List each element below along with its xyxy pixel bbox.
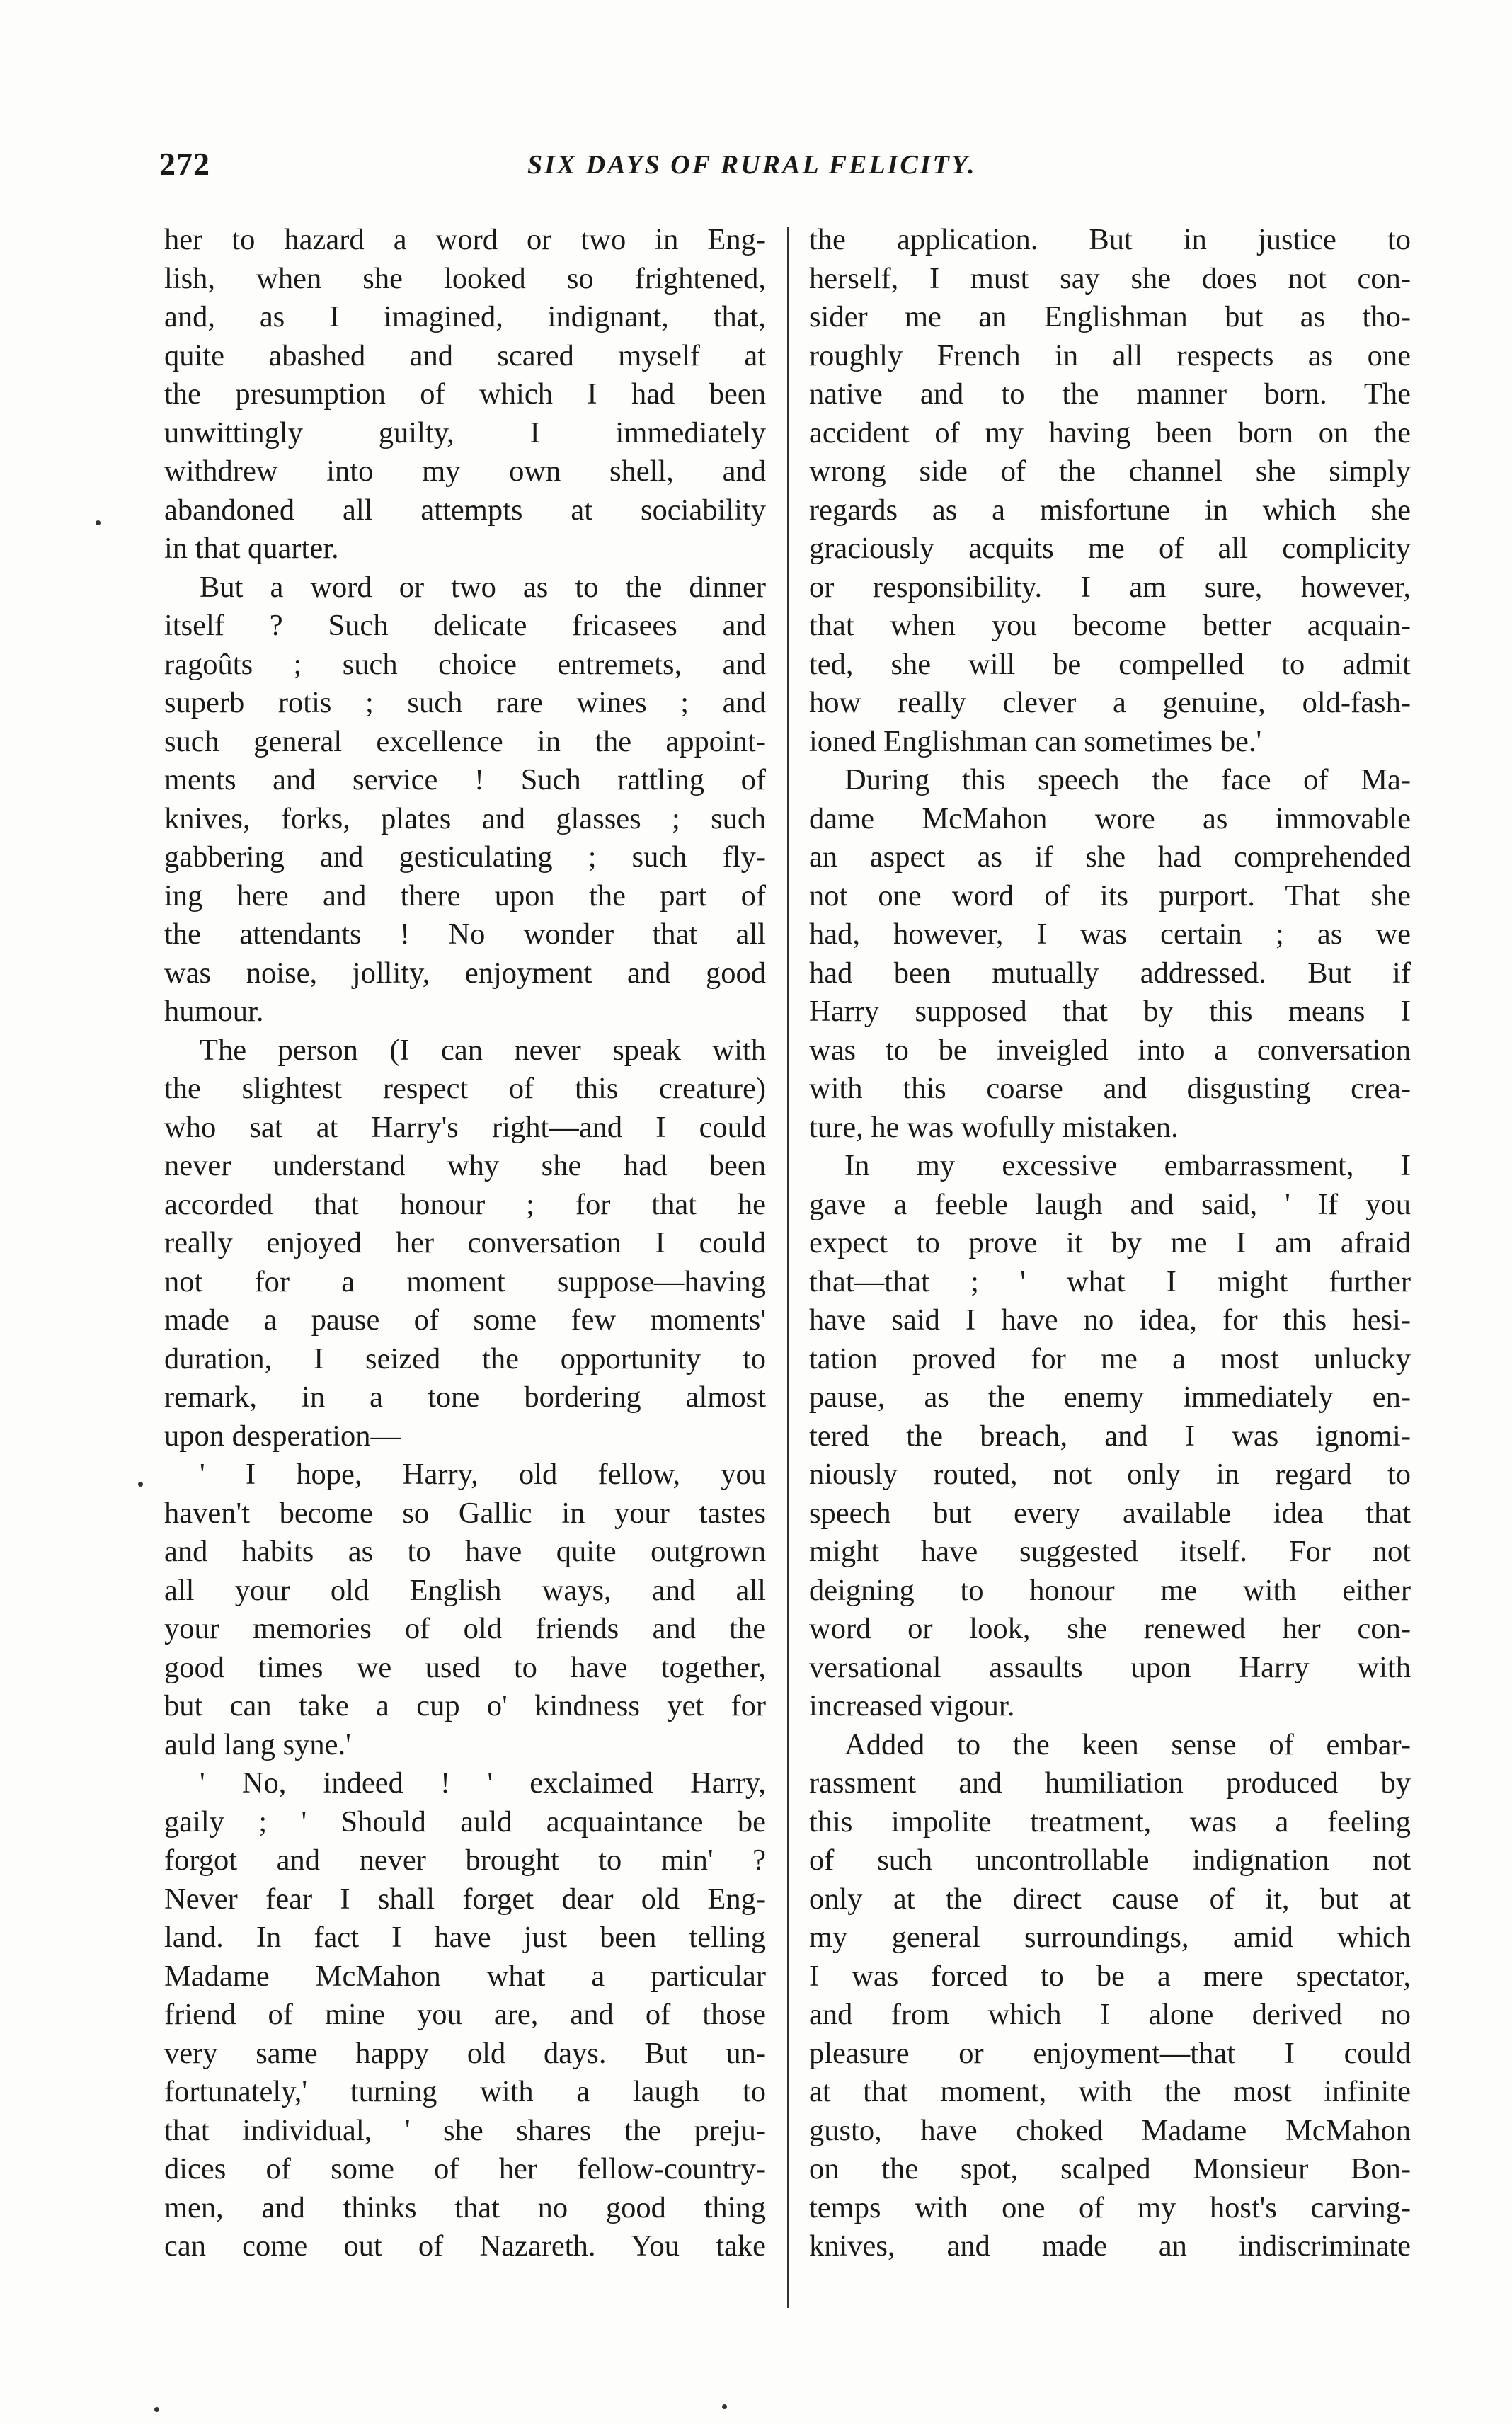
text-line: or responsibility. I am sure, however, [809,570,1411,604]
text-line: an aspect as if she had comprehended [809,840,1411,874]
text-line: at that moment, with the most infinite [809,2075,1411,2108]
text-line: never understand why she had been [164,1149,766,1182]
text-line: speech but every available idea that [809,1496,1411,1530]
text-line: I was forced to be a mere spectator, [809,1959,1411,1993]
text-line: tered the breach, and I was ignomi- [809,1419,1411,1453]
text-line: pleasure or enjoyment—that I could [809,2036,1411,2070]
margin-speck [722,2404,727,2409]
text-line: my general surroundings, amid which [809,1921,1411,1954]
text-line: gaily ; ' Should auld acquaintance be [164,1805,766,1839]
text-line: not for a moment suppose—having [164,1264,766,1298]
text-line: land. In fact I have just been telling [164,1921,766,1954]
text-line: ' No, indeed ! ' exclaimed Harry, [200,1766,766,1800]
text-line: was noise, jollity, enjoyment and good [164,956,766,990]
text-line: knives, and made an indiscriminate [809,2229,1411,2263]
page-header [159,145,1334,195]
text-line: ture, he was wofully mistaken. [809,1110,1179,1144]
text-line: with this coarse and disgusting crea- [809,1072,1411,1105]
text-line: forgot and never brought to min' ? [164,1843,766,1877]
text-line: temps with one of my host's carving- [809,2190,1411,2224]
text-line: Added to the keen sense of embar- [844,1727,1411,1761]
text-line: auld lang syne.' [164,1727,351,1761]
text-line: Harry supposed that by this means I [809,995,1411,1028]
text-line: this impolite treatment, was a feeling [809,1805,1411,1839]
margin-speck [154,2407,159,2412]
text-line: have said I have no idea, for this hesi- [809,1303,1411,1337]
text-line: superb rotis ; such rare wines ; and [164,686,766,719]
text-line: friend of mine you are, and of those [164,1998,766,2031]
text-line: of such uncontrollable indignation not [809,1843,1411,1877]
text-line: your memories of old friends and the [164,1612,766,1645]
text-line: dame McMahon wore as immovable [809,801,1411,835]
left-text-column [164,221,766,2266]
text-line: word or look, she renewed her con- [809,1612,1411,1645]
text-line: accident of my having been born on the [809,416,1411,450]
text-line: men, and thinks that no good thing [164,2190,766,2224]
text-line: that individual, ' she shares the preju- [164,2113,766,2147]
text-line: unwittingly guilty, I immediately [164,416,766,450]
text-line: on the spot, scalped Monsieur Bon- [809,2152,1411,2185]
text-line: ioned Englishman can sometimes be.' [809,724,1262,758]
text-line: the presumption of which I had been [164,377,766,411]
text-line: in that quarter. [164,532,339,565]
text-line: wrong side of the channel she simply [809,455,1411,488]
text-line: gave a feeble laugh and said, ' If you [809,1187,1411,1221]
text-line: Madame McMahon what a particular [164,1959,766,1993]
text-line: regards as a misfortune in which she [809,493,1411,527]
text-line: how really clever a genuine, old-fash- [809,686,1411,719]
text-line: and from which I alone derived no [809,1998,1411,2031]
text-line: remark, in a tone bordering almost [164,1380,766,1414]
text-line: native and to the manner born. The [809,377,1411,411]
text-line: fortunately,' turning with a laugh to [164,2075,766,2108]
margin-speck [138,1482,143,1487]
text-line: Never fear I shall forget dear old Eng- [164,1882,766,1916]
text-line: gusto, have choked Madame McMahon [809,2113,1411,2147]
text-line: very same happy old days. But un- [164,2036,766,2070]
text-line: had, however, I was certain ; as we [809,917,1411,951]
text-line: the application. But in justice to [809,223,1411,256]
text-line: not one word of its purport. That she [809,879,1411,913]
text-line: accorded that honour ; for that he [164,1187,766,1221]
running-title: SIX DAYS OF RURAL FELICITY. [527,150,977,180]
text-line: tation proved for me a most unlucky [809,1342,1411,1376]
text-line: upon desperation— [164,1419,401,1453]
text-line: the attendants ! No wonder that all [164,917,766,951]
text-line: pause, as the enemy immediately en- [809,1380,1411,1414]
text-line: niously routed, not only in regard to [809,1458,1411,1491]
text-line: had been mutually addressed. But if [809,956,1411,990]
text-line: roughly French in all respects as one [809,338,1411,372]
text-line: ' I hope, Harry, old fellow, you [200,1458,766,1491]
text-line: made a pause of some few moments' [164,1303,766,1337]
text-line: expect to prove it by me I am afraid [809,1226,1411,1259]
text-line: itself ? Such delicate fricasees and [164,609,766,642]
page-number: 272 [159,146,210,182]
text-line: deigning to honour me with either [809,1573,1411,1607]
text-line: that when you become better acquain- [809,609,1411,642]
text-line: ing here and there upon the part of [164,879,766,913]
text-line: such general excellence in the appoint- [164,724,766,758]
text-line: and, as I imagined, indignant, that, [164,300,766,333]
text-line: abandoned all attempts at sociability [164,493,766,527]
text-line: But a word or two as to the dinner [200,570,766,604]
text-line: rassment and humiliation produced by [809,1766,1411,1800]
text-line: who sat at Harry's right—and I could [164,1110,766,1144]
text-line: ragoûts ; such choice entremets, and [164,647,766,681]
text-line: graciously acquits me of all complicity [809,532,1411,565]
text-line: quite abashed and scared myself at [164,338,766,372]
text-line: ted, she will be compelled to admit [809,647,1411,681]
text-line: sider me an Englishman but as tho- [809,300,1411,333]
text-line: withdrew into my own shell, and [164,455,766,488]
text-line: In my excessive embarrassment, I [844,1149,1411,1182]
text-line: gabbering and gesticulating ; such fly- [164,840,766,874]
text-line: but can take a cup o' kindness yet for [164,1689,766,1722]
text-line: During this speech the face of Ma- [844,763,1411,796]
text-line: dices of some of her fellow-country- [164,2152,766,2185]
text-line: was to be inveigled into a conversation [809,1033,1411,1067]
right-text-column [809,221,1411,2266]
text-line: the slightest respect of this creature) [164,1072,766,1105]
text-line: that—that ; ' what I might further [809,1264,1411,1298]
text-line: duration, I seized the opportunity to [164,1342,766,1376]
text-line: her to hazard a word or two in Eng- [164,223,766,256]
text-line: lish, when she looked so frightened, [164,261,766,295]
text-line: all your old English ways, and all [164,1573,766,1607]
text-line: ments and service ! Such rattling of [164,763,766,796]
text-line: versational assaults upon Harry with [809,1650,1411,1684]
text-line: humour. [164,995,264,1028]
text-line: increased vigour. [809,1689,1015,1722]
text-line: can come out of Nazareth. You take [164,2229,766,2263]
text-line: might have suggested itself. For not [809,1535,1411,1568]
text-line: haven't become so Gallic in your tastes [164,1496,766,1530]
text-line: good times we used to have together, [164,1650,766,1684]
text-line: and habits as to have quite outgrown [164,1535,766,1568]
column-divider [787,227,789,2308]
text-line: herself, I must say she does not con- [809,261,1411,295]
text-line: really enjoyed her conversation I could [164,1226,766,1259]
text-line: The person (I can never speak with [200,1033,766,1067]
text-line: knives, forks, plates and glasses ; such [164,801,766,835]
text-line: only at the direct cause of it, but at [809,1882,1411,1916]
margin-speck [96,520,101,525]
